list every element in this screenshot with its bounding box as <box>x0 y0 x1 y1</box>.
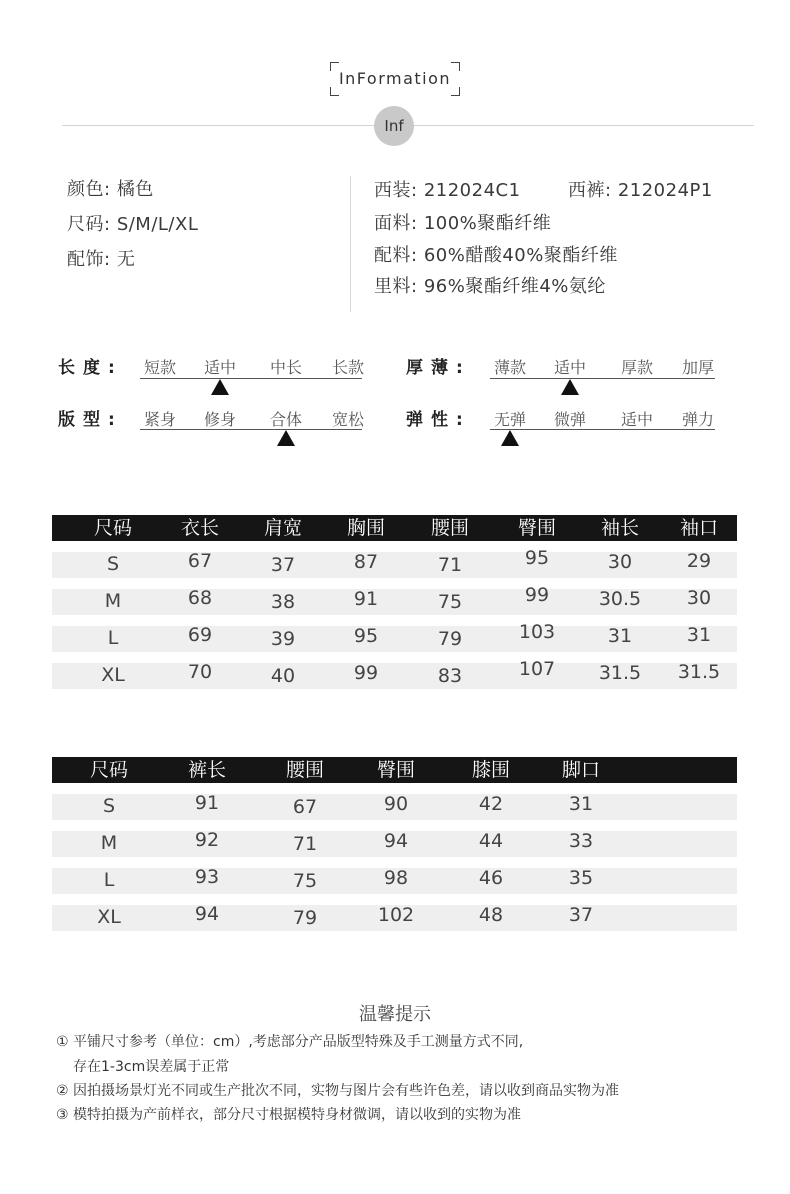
info-label: 西装: <box>374 180 418 201</box>
table-header-cell: 袖口 <box>679 517 718 539</box>
info-value: 100%聚酯纤维 <box>423 213 552 234</box>
scale-option: 薄款 <box>493 358 526 377</box>
scale-line <box>490 378 715 379</box>
scale-label: 厚薄: <box>406 358 471 378</box>
table-header-cell: 裤长 <box>187 759 226 781</box>
table-cell: 95 <box>353 625 379 647</box>
scale-line <box>140 429 362 430</box>
scale-line <box>140 378 362 379</box>
table-header-cell: 袖长 <box>600 517 639 539</box>
table-cell: 99 <box>524 584 550 606</box>
table-cell: 31 <box>686 624 712 646</box>
scale-option: 紧身 <box>143 410 176 429</box>
table-cell: 71 <box>292 833 318 855</box>
info-color <box>67 175 154 201</box>
table-cell: 102 <box>377 904 415 926</box>
table-cell: 44 <box>478 830 504 852</box>
info-size <box>67 210 198 236</box>
table-cell: 29 <box>686 550 712 572</box>
table-cell: 98 <box>383 867 409 889</box>
table-header-cell: 脚口 <box>561 759 600 781</box>
table-cell: 93 <box>194 866 220 888</box>
scale-option: 合体 <box>269 410 302 429</box>
scale-label: 版型: <box>58 410 123 430</box>
note-item: ② 因拍摄场景灯光不同或生产批次不同，实物与图片会有些许色差，请以收到商品实物为准 <box>56 1083 619 1099</box>
table-cell: 99 <box>353 662 379 684</box>
table-cell: 68 <box>187 587 213 609</box>
info-lining <box>374 272 606 298</box>
table-cell: 71 <box>437 554 463 576</box>
scale-label: 长度: <box>58 358 123 378</box>
info-label: 配饰: <box>67 249 111 270</box>
table-header-cell: 尺码 <box>89 759 128 781</box>
scale-option: 短款 <box>143 358 176 377</box>
table-header-cell: 膝围 <box>471 759 510 781</box>
info-label: 西裤: <box>568 180 612 201</box>
table-cell: 37 <box>270 554 296 576</box>
table-cell: 90 <box>383 793 409 815</box>
selected-triangle-icon <box>561 379 579 395</box>
info-label: 里料: <box>374 276 418 297</box>
table-cell: 79 <box>437 628 463 650</box>
table-header-cell: 腰围 <box>430 517 469 539</box>
scale-line <box>490 429 715 430</box>
table-header-cell: 衣长 <box>180 517 219 539</box>
info-label: 面料: <box>374 213 418 234</box>
table-header-cell: 胸围 <box>346 517 385 539</box>
table-cell: 31.5 <box>598 662 642 684</box>
table-cell: 75 <box>437 591 463 613</box>
table-cell: 91 <box>194 792 220 814</box>
info-label: 尺码: <box>67 214 111 235</box>
table-cell: XL <box>97 906 121 928</box>
table-cell: 91 <box>353 588 379 610</box>
scale-option: 适中 <box>620 410 653 429</box>
table-cell: 83 <box>437 665 463 687</box>
table-cell: L <box>103 869 115 891</box>
scale-option: 弹力 <box>681 410 714 429</box>
info-fabric <box>374 209 551 235</box>
table-cell: S <box>106 553 120 575</box>
table-header-cell: 臀围 <box>376 759 415 781</box>
scale-option: 宽松 <box>331 410 364 429</box>
scale-option: 厚款 <box>620 358 653 377</box>
table-cell: 30 <box>607 551 633 573</box>
note-item: ① 平铺尺寸参考（单位：cm）,考虑部分产品版型特殊及手工测量方式不同, <box>56 1034 524 1050</box>
info-value: 无 <box>116 249 136 270</box>
table-cell: 40 <box>270 665 296 687</box>
scale-option: 适中 <box>203 358 236 377</box>
info-value: 212024P1 <box>617 180 713 201</box>
table-cell: 31 <box>568 793 594 815</box>
scale-option: 微弹 <box>553 410 586 429</box>
table-cell: 69 <box>187 624 213 646</box>
table-cell: XL <box>101 664 125 686</box>
info-value: 橘色 <box>116 179 154 200</box>
info-value: 60%醋酸40%聚酯纤维 <box>423 245 618 266</box>
table-cell: 37 <box>568 904 594 926</box>
info-value: 96%聚酯纤维4%氨纶 <box>423 276 606 297</box>
selected-triangle-icon <box>277 430 295 446</box>
note-item: 存在1-3cm误差属于正常 <box>73 1059 230 1075</box>
scale-option: 长款 <box>331 358 364 377</box>
table-cell: 33 <box>568 830 594 852</box>
table-cell: 38 <box>270 591 296 613</box>
table-header-cell: 臀围 <box>517 517 556 539</box>
info-trim <box>374 241 618 267</box>
scale-option: 修身 <box>203 410 236 429</box>
info-suit-code <box>374 176 521 202</box>
info-pants-code <box>568 176 713 202</box>
table-header-cell: 肩宽 <box>263 517 302 539</box>
table-cell: S <box>102 795 116 817</box>
scale-option: 中长 <box>269 358 302 377</box>
selected-triangle-icon <box>211 379 229 395</box>
table-cell: 39 <box>270 628 296 650</box>
info-label: 配料: <box>374 245 418 266</box>
info-value: 212024C1 <box>423 180 521 201</box>
table-cell: 30.5 <box>598 588 642 610</box>
table-cell: 107 <box>518 658 556 680</box>
table-cell: 75 <box>292 870 318 892</box>
table-cell: 46 <box>478 867 504 889</box>
table-cell: 92 <box>194 829 220 851</box>
scale-option: 加厚 <box>681 358 714 377</box>
info-value: S/M/L/XL <box>116 214 199 235</box>
table-cell: 70 <box>187 661 213 683</box>
table-cell: 79 <box>292 907 318 929</box>
table-cell: 95 <box>524 547 550 569</box>
table-cell: 94 <box>194 903 220 925</box>
table-cell: 103 <box>518 621 556 643</box>
table-cell: 48 <box>478 904 504 926</box>
table-cell: 31 <box>607 625 633 647</box>
scale-option: 无弹 <box>493 410 526 429</box>
info-label: 颜色: <box>67 179 111 200</box>
table-cell: 31.5 <box>677 661 721 683</box>
table-cell: 67 <box>187 550 213 572</box>
header-badge: Inf <box>374 106 414 146</box>
table-header-cell: 尺码 <box>93 517 132 539</box>
table-cell: 87 <box>353 551 379 573</box>
scale-option: 适中 <box>553 358 586 377</box>
selected-triangle-icon <box>501 430 519 446</box>
table-cell: M <box>100 832 118 854</box>
info-divider <box>350 176 351 312</box>
table-cell: M <box>104 590 122 612</box>
table-cell: L <box>107 627 119 649</box>
table-cell: 42 <box>478 793 504 815</box>
scale-label: 弹性: <box>406 410 471 430</box>
info-header <box>330 62 460 96</box>
info-accessory <box>67 245 135 271</box>
table-header-cell: 腰围 <box>285 759 324 781</box>
table-cell: 35 <box>568 867 594 889</box>
note-item: ③ 模特拍摄为产前样衣，部分尺寸根据模特身材微调，请以收到的实物为准 <box>56 1107 521 1123</box>
notes-title: 温馨提示 <box>359 1004 431 1025</box>
header-title: InFormation <box>338 69 452 88</box>
table-cell: 94 <box>383 830 409 852</box>
table-cell: 30 <box>686 587 712 609</box>
table-cell: 67 <box>292 796 318 818</box>
